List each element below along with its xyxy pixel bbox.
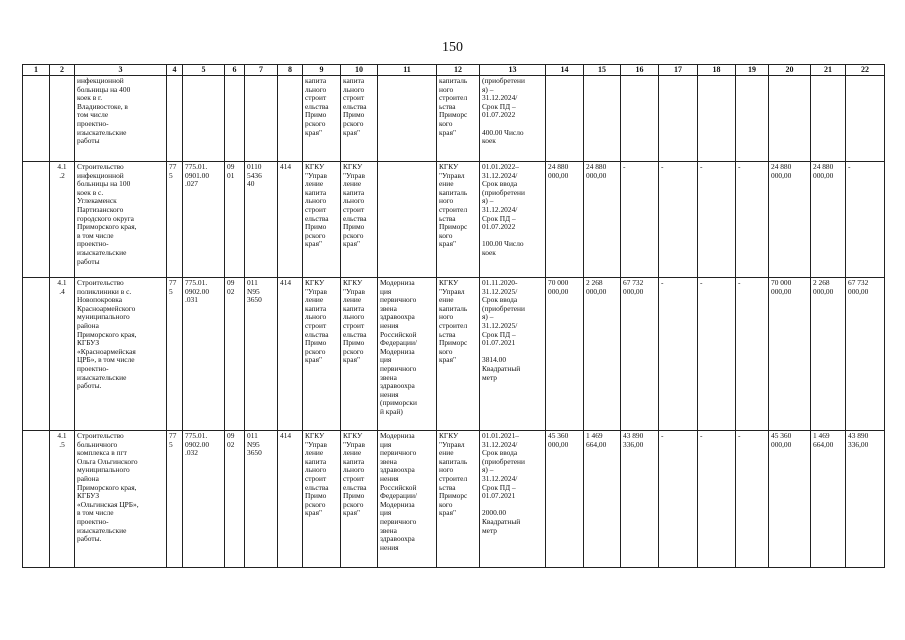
table-cell: 01.11.2020- 31.12.2025/ Срок ввода (приобретени я) – 31.12.2025/ Срок ПД – 01.07.2021 3814.00 Квадратный метр: [480, 278, 546, 431]
table-cell: [167, 76, 183, 162]
table-cell: -: [698, 162, 736, 278]
table-cell: -: [846, 162, 885, 278]
column-header: 10: [341, 65, 378, 76]
column-header: 15: [584, 65, 621, 76]
column-header: 14: [546, 65, 584, 76]
table-cell: КГКУ "Управл ение капиталь ного строител ьства Приморс кого края": [437, 162, 480, 278]
table-row: [23, 76, 885, 162]
table-cell: 414: [278, 162, 303, 278]
column-header: 3: [75, 65, 167, 76]
column-header: 7: [245, 65, 278, 76]
object-name: Строительство больничного комплекса в пгт Ольга Ольгинского муниципального района Приморского края, КГБУЗ «Ольгинская ЦРБ», в том числе проектно- изыскательские работы.: [75, 431, 167, 568]
table-row: [23, 431, 885, 568]
table-cell: 1 469 664,00: [811, 431, 846, 568]
table-cell: 77 5: [167, 431, 183, 568]
table-cell: [736, 76, 769, 162]
column-header: 9: [303, 65, 341, 76]
table-cell: 67 732 000,00: [846, 278, 885, 431]
table-cell: -: [659, 278, 698, 431]
column-header: 6: [225, 65, 245, 76]
table-cell: 77 5: [167, 162, 183, 278]
column-header: 12: [437, 65, 480, 76]
table-row: [23, 162, 885, 278]
table-cell: 09 02: [225, 431, 245, 568]
table-cell: -: [736, 278, 769, 431]
table-cell: 775.01. 0902.00 .032: [183, 431, 225, 568]
table-row: [23, 278, 885, 431]
table-cell: 24 880 000,00: [546, 162, 584, 278]
table-cell: капиталь ного строител ьства Приморс кого края": [437, 76, 480, 162]
table-cell: 2 268 000,00: [811, 278, 846, 431]
table-cell: Модерниза ция первичного звена здравоохра нения Российской Федерации/ Модерниза ция первичного звена здравоохра нения: [378, 431, 437, 568]
column-header: 17: [659, 65, 698, 76]
column-header: 8: [278, 65, 303, 76]
table-cell: [811, 76, 846, 162]
table-cell: КГКУ "Управ ление капита льного строит ельства Примо рского края": [303, 162, 341, 278]
table-cell: -: [736, 162, 769, 278]
table-cell: -: [659, 162, 698, 278]
row-number: 4.1 .2: [50, 162, 75, 278]
table-cell: [546, 76, 584, 162]
table-cell: [698, 76, 736, 162]
table-cell: [378, 162, 437, 278]
table-cell: 24 880 000,00: [769, 162, 811, 278]
column-header: 11: [378, 65, 437, 76]
table-cell: [659, 76, 698, 162]
table-cell: капита льного строит ельства Примо рского края": [341, 76, 378, 162]
table-cell: -: [698, 278, 736, 431]
table-cell: 775.01. 0902.00 .031: [183, 278, 225, 431]
table-cell: КГКУ "Управл ение капиталь ного строител ьства Приморс кого края": [437, 431, 480, 568]
column-header: 13: [480, 65, 546, 76]
object-name: Строительство поликлиники в с. Новопокровка Красноармейского муниципального района Приморского края, КГБУЗ «Красноармейская ЦРБ», в том числе проектно- изыскательские работы.: [75, 278, 167, 431]
column-header: 22: [846, 65, 885, 76]
table-cell: Модерниза ция первичного звена здравоохра нения Российской Федерации/ Модерниза ция первичного звена здравоохра нения (приморски й край): [378, 278, 437, 431]
table-cell: 09 02: [225, 278, 245, 431]
column-header: 1: [23, 65, 50, 76]
column-header: 5: [183, 65, 225, 76]
table-cell: 43 890 336,00: [846, 431, 885, 568]
column-header: 18: [698, 65, 736, 76]
table-cell: [23, 162, 50, 278]
table-cell: 24 880 000,00: [811, 162, 846, 278]
table-cell: 775.01. 0901.00 .027: [183, 162, 225, 278]
table-cell: 43 890 336,00: [621, 431, 659, 568]
table-cell: 414: [278, 278, 303, 431]
table-cell: [621, 76, 659, 162]
table-cell: [769, 76, 811, 162]
table-cell: 67 732 000,00: [621, 278, 659, 431]
row-number: 4.1 .5: [50, 431, 75, 568]
table-cell: 414: [278, 431, 303, 568]
table-cell: капита льного строит ельства Примо рского края": [303, 76, 341, 162]
table-cell: -: [659, 431, 698, 568]
table-cell: 45 360 000,00: [769, 431, 811, 568]
table-cell: 45 360 000,00: [546, 431, 584, 568]
table-cell: (приобретени я) – 31.12.2024/ Срок ПД – 01.07.2022 400.00 Число коек: [480, 76, 546, 162]
table-cell: [378, 76, 437, 162]
table-cell: 70 000 000,00: [769, 278, 811, 431]
column-header: 2: [50, 65, 75, 76]
column-header: 16: [621, 65, 659, 76]
table-cell: [278, 76, 303, 162]
table-cell: -: [621, 162, 659, 278]
table-cell: [846, 76, 885, 162]
object-name: Строительство инфекционной больницы на 100 коек в с. Углекаменск Партизанского городского округа Приморского края, в том числе проектно- изыскательские работы: [75, 162, 167, 278]
table-cell: 1 469 664,00: [584, 431, 621, 568]
table-cell: [50, 76, 75, 162]
table-cell: 09 01: [225, 162, 245, 278]
table-cell: инфекционной больницы на 400 коек в г. Владивостоке, в том числе проектно- изыскательские работы: [75, 76, 167, 162]
column-header: 21: [811, 65, 846, 76]
table-cell: -: [698, 431, 736, 568]
table-cell: [245, 76, 278, 162]
table-cell: КГКУ "Управ ление капита льного строит ельства Примо рского края": [341, 162, 378, 278]
table-cell: 011 N95 3650: [245, 431, 278, 568]
table-cell: [23, 431, 50, 568]
header-row: [23, 65, 885, 76]
table-cell: [183, 76, 225, 162]
table-cell: КГКУ "Управ ление капита льного строит ельства Примо рского края": [341, 431, 378, 568]
table-cell: 01.01.2022– 31.12.2024/ Срок ввода (приобретени я) – 31.12.2024/ Срок ПД – 01.07.2022 100.00 Число коек: [480, 162, 546, 278]
table-cell: 01.01.2021– 31.12.2024/ Срок ввода (приобретени я) – 31.12.2024/ Срок ПД – 01.07.2021 2000.00 Квадратный метр: [480, 431, 546, 568]
table-cell: 70 000 000,00: [546, 278, 584, 431]
budget-table: [22, 64, 885, 568]
table-cell: КГКУ "Управ ление капита льного строит ельства Примо рского края": [303, 278, 341, 431]
table-cell: 77 5: [167, 278, 183, 431]
table-cell: [225, 76, 245, 162]
table-cell: КГКУ "Управ ление капита льного строит ельства Примо рского края": [303, 431, 341, 568]
table-cell: [23, 76, 50, 162]
column-header: 20: [769, 65, 811, 76]
table-cell: 2 268 000,00: [584, 278, 621, 431]
table-cell: 0110 5436 40: [245, 162, 278, 278]
table-cell: 011 N95 3650: [245, 278, 278, 431]
column-header: 19: [736, 65, 769, 76]
table-cell: КГКУ "Управл ение капиталь ного строител ьства Приморс кого края": [437, 278, 480, 431]
row-number: 4.1 .4: [50, 278, 75, 431]
table-cell: КГКУ "Управ ление капита льного строит ельства Примо рского края": [341, 278, 378, 431]
table-cell: [23, 278, 50, 431]
table-cell: -: [736, 431, 769, 568]
table-cell: 24 880 000,00: [584, 162, 621, 278]
column-header: 4: [167, 65, 183, 76]
table-cell: [584, 76, 621, 162]
page-number: 150: [442, 40, 463, 55]
